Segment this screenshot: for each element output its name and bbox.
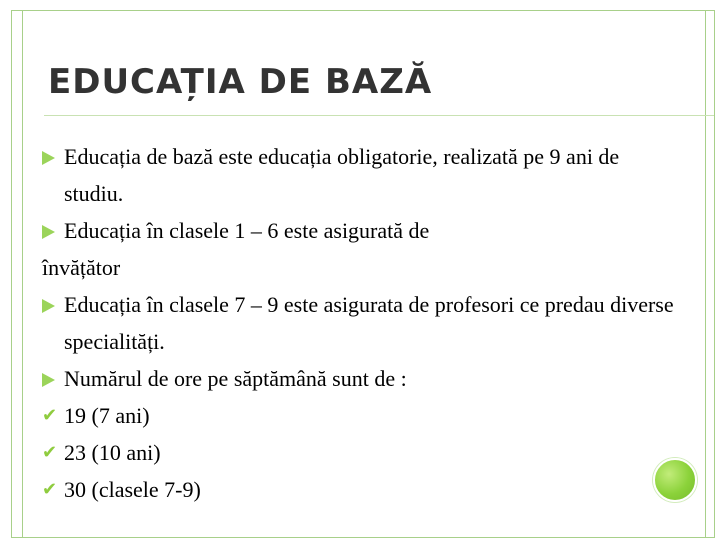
list-item bbox=[40, 286, 680, 360]
list-item bbox=[40, 212, 680, 249]
slide-title: EDUCAȚIA DE BAZĂ bbox=[48, 62, 433, 102]
list-item-text: 30 (clasele 7-9) bbox=[64, 477, 201, 502]
checkmark-bullet-icon: ✔ bbox=[42, 479, 58, 500]
checkmark-bullet-icon: ✔ bbox=[42, 442, 58, 463]
triangle-bullet-icon bbox=[42, 138, 64, 175]
list-item-text: Educația în clasele 7 – 9 este asigurata de profesori ce predau diverse specialități. bbox=[64, 292, 674, 354]
list-item-text: învățător bbox=[42, 255, 121, 280]
decorative-circle-icon bbox=[653, 458, 697, 502]
list-item bbox=[40, 434, 680, 471]
list-item bbox=[40, 249, 680, 286]
triangle-bullet-icon bbox=[42, 286, 64, 323]
list-item bbox=[40, 397, 680, 434]
list-item-text: 19 (7 ani) bbox=[64, 403, 150, 428]
triangle-bullet-icon bbox=[42, 360, 64, 397]
frame-vertical-line bbox=[22, 10, 23, 538]
frame-vertical-line bbox=[705, 10, 706, 538]
list-item-text: 23 (10 ani) bbox=[64, 440, 161, 465]
list-item-text: Educația în clasele 1 – 6 este asigurată de bbox=[64, 218, 430, 243]
list-item-text: Educația de bază este educația obligatorie, realizată pe 9 ani de studiu. bbox=[64, 144, 620, 206]
title-divider bbox=[44, 115, 714, 116]
list-item bbox=[40, 471, 680, 508]
triangle-bullet-icon bbox=[42, 212, 64, 249]
list-item bbox=[40, 360, 680, 397]
list-item-text: Numărul de ore pe săptămână sunt de : bbox=[64, 366, 407, 391]
bullet-list bbox=[40, 138, 680, 508]
checkmark-bullet-icon: ✔ bbox=[42, 405, 58, 426]
list-item bbox=[40, 138, 680, 212]
